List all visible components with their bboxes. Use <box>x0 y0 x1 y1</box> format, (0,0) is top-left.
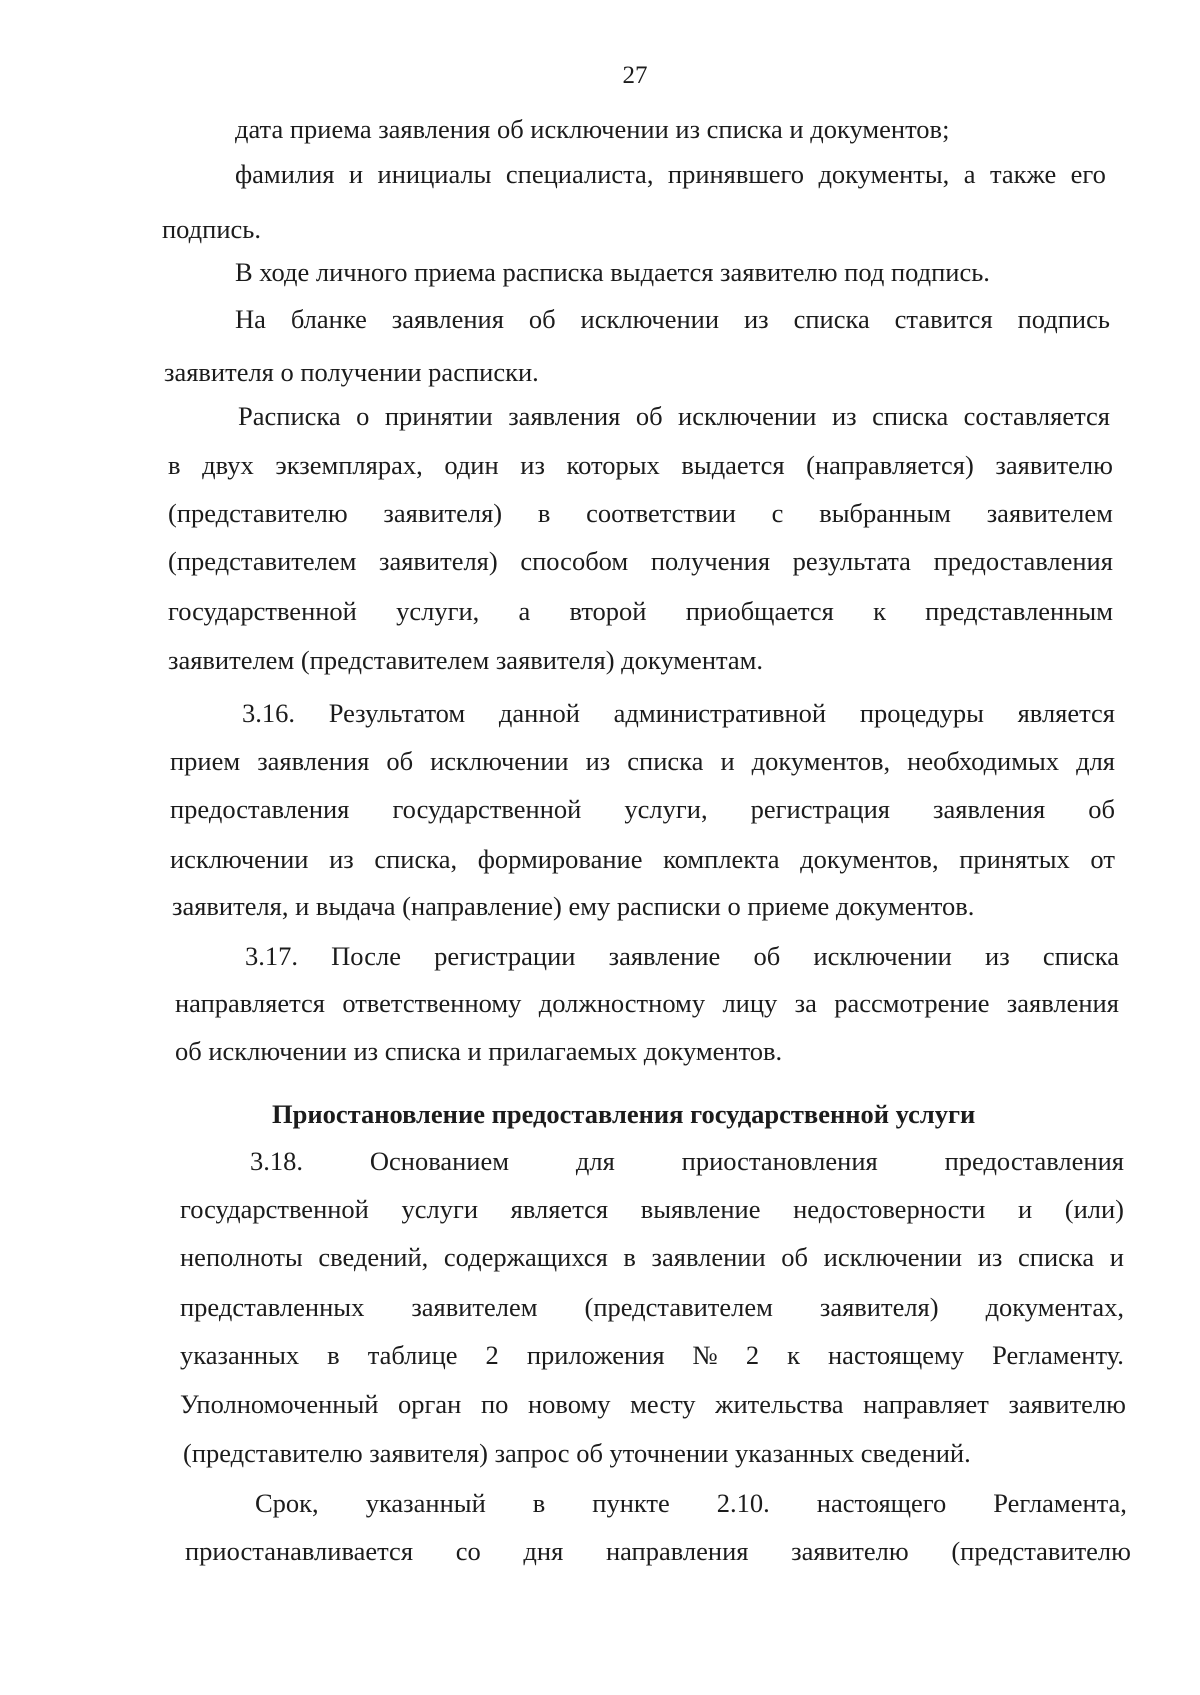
word: двух <box>202 450 254 480</box>
word: приложения <box>526 1340 665 1370</box>
word: представленных <box>180 1292 365 1322</box>
word: исключении <box>580 304 720 334</box>
text-line <box>255 1487 1127 1519</box>
word: к <box>787 1340 800 1370</box>
word: 3.16. <box>242 698 295 728</box>
word: получения <box>650 546 771 576</box>
word: в <box>623 1242 636 1272</box>
word: регистрация <box>750 794 890 824</box>
word: документах, <box>985 1292 1124 1322</box>
word: (или) <box>1064 1194 1124 1224</box>
word: об <box>528 304 556 334</box>
text-line <box>170 793 1115 825</box>
word: списка <box>627 746 704 776</box>
text-line: подпись. <box>162 214 261 244</box>
word: (представителем <box>168 546 357 576</box>
word: из <box>520 450 545 480</box>
word: списка <box>793 304 870 334</box>
word: выдается <box>681 450 785 480</box>
word: и <box>1017 1194 1033 1224</box>
text-line <box>180 1339 1124 1371</box>
page-number: 27 <box>622 62 648 89</box>
text-line <box>235 303 1110 335</box>
word: исключении <box>170 844 309 874</box>
word: направляется <box>175 988 325 1018</box>
word: заявителю <box>791 1536 909 1566</box>
word: заявление <box>608 941 721 971</box>
word: заявления <box>508 401 621 431</box>
text-line <box>180 1241 1124 1273</box>
text-line <box>168 449 1113 481</box>
text-line: заявителя о получении расписки. <box>164 357 539 387</box>
word: необходимых <box>907 746 1060 776</box>
word: 3.18. <box>250 1146 303 1176</box>
word: принятии <box>384 401 493 431</box>
word: документов, <box>751 746 891 776</box>
word: (представителю <box>951 1536 1131 1566</box>
word: выбранным <box>819 498 951 528</box>
word: 2.10. <box>716 1488 770 1518</box>
word: бланке <box>290 304 367 334</box>
word: за <box>794 988 817 1018</box>
word: выявление <box>640 1194 761 1224</box>
word: представленным <box>925 596 1113 626</box>
word: и <box>1109 1242 1124 1272</box>
word: таблице <box>367 1340 458 1370</box>
word: предоставления <box>933 546 1113 576</box>
word: пункте <box>592 1488 670 1518</box>
word: заявлении <box>651 1242 766 1272</box>
word: заявителем <box>411 1292 538 1322</box>
word: фамилия <box>235 159 335 189</box>
word: является <box>510 1194 609 1224</box>
word: ставится <box>894 304 993 334</box>
word: сведений, <box>318 1242 429 1272</box>
word: из <box>985 941 1010 971</box>
word: направления <box>605 1536 749 1566</box>
word: об <box>1088 794 1115 824</box>
word: его <box>1070 159 1106 189</box>
word: Уполномоченный <box>180 1389 379 1419</box>
word: новому <box>528 1389 611 1419</box>
word: государственной <box>168 596 357 626</box>
word: принятых <box>959 844 1070 874</box>
word: исключении <box>678 401 817 431</box>
text-line <box>250 1145 1124 1177</box>
text-line <box>180 1193 1124 1225</box>
word: исключении <box>813 941 952 971</box>
word: которых <box>566 450 660 480</box>
word: заявителя) <box>383 498 503 528</box>
text-line: дата приема заявления об исключении из списка и документов; <box>235 114 950 144</box>
word: результата <box>792 546 911 576</box>
word: заявления <box>933 794 1046 824</box>
text-line <box>175 987 1119 1019</box>
word: услуги, <box>624 794 708 824</box>
word: и <box>720 746 735 776</box>
word: в <box>532 1488 546 1518</box>
word: формирование <box>477 844 643 874</box>
text-line <box>168 545 1113 577</box>
word: Расписка <box>238 401 341 431</box>
word: месту <box>630 1389 696 1419</box>
word: заявления <box>1006 988 1119 1018</box>
text-line: В ходе личного приема расписка выдается заявителю под подпись. <box>235 257 990 287</box>
word: услуги <box>401 1194 479 1224</box>
word: для <box>575 1146 615 1176</box>
word: документов, <box>800 844 939 874</box>
word: указанный <box>365 1488 486 1518</box>
word: ответственному <box>342 988 522 1018</box>
word: об <box>635 401 663 431</box>
word: настоящему <box>828 1340 965 1370</box>
word: списка <box>872 401 949 431</box>
word: является <box>1017 698 1115 728</box>
word: приобщается <box>685 596 834 626</box>
word: принявшего <box>667 159 805 189</box>
word: Регламенту. <box>992 1340 1124 1370</box>
word: из <box>585 746 611 776</box>
word: из <box>831 401 857 431</box>
word: (представителем <box>584 1292 773 1322</box>
word: об <box>781 1242 809 1272</box>
word: регистрации <box>434 941 576 971</box>
word: заявления <box>391 304 504 334</box>
text-line <box>238 400 1110 432</box>
word: данной <box>498 698 580 728</box>
word: После <box>331 941 401 971</box>
word: № <box>692 1340 718 1370</box>
word: об <box>753 941 781 971</box>
word: настоящего <box>816 1488 947 1518</box>
text-line <box>245 940 1119 972</box>
word: прием <box>170 746 241 776</box>
word: Регламента, <box>993 1488 1127 1518</box>
text-line <box>170 843 1115 875</box>
word: предоставления <box>170 794 350 824</box>
word: дня <box>523 1536 564 1566</box>
word: подпись <box>1017 304 1110 334</box>
word: списка <box>1042 941 1119 971</box>
word: указанных <box>180 1340 300 1370</box>
word: заявителя) <box>379 546 498 576</box>
word: направляет <box>863 1389 989 1419</box>
word: орган <box>398 1389 462 1419</box>
word: лицу <box>722 988 778 1018</box>
word: способом <box>520 546 629 576</box>
word: экземплярах, <box>275 450 423 480</box>
word: 3.17. <box>245 941 298 971</box>
word: для <box>1076 746 1115 776</box>
word: исключении <box>823 1242 963 1272</box>
text-line <box>235 158 1106 190</box>
text-line: (представителю заявителя) запрос об уточнении указанных сведений. <box>183 1438 971 1468</box>
text-line <box>168 497 1113 529</box>
word: предоставления <box>944 1146 1124 1176</box>
word: административной <box>613 698 827 728</box>
word: также <box>989 159 1057 189</box>
word: инициалы <box>377 159 492 189</box>
text-line: заявителя, и выдача (направление) ему расписки о приеме документов. <box>172 891 975 921</box>
word: приостанавливается <box>185 1536 414 1566</box>
word: а <box>963 159 976 189</box>
word: один <box>444 450 499 480</box>
text-line <box>168 595 1113 627</box>
word: с <box>771 498 784 528</box>
word: заявителю <box>995 450 1113 480</box>
text-line <box>180 1291 1124 1323</box>
word: списка, <box>374 844 458 874</box>
word: об <box>386 746 414 776</box>
word: жительства <box>715 1389 844 1419</box>
word: комплекта <box>663 844 780 874</box>
word: второй <box>569 596 647 626</box>
word: к <box>873 596 886 626</box>
word: в <box>327 1340 340 1370</box>
word: (направляется) <box>806 450 974 480</box>
word: заявителю <box>1008 1389 1126 1419</box>
word: документы, <box>818 159 950 189</box>
word: списка <box>1018 1242 1095 1272</box>
section-heading: Приостановление предоставления государственной услуги <box>272 1099 976 1129</box>
word: государственной <box>180 1194 369 1224</box>
word: заявителя) <box>819 1292 939 1322</box>
word: Основанием <box>369 1146 510 1176</box>
word: из <box>977 1242 1003 1272</box>
word: заявления <box>257 746 370 776</box>
word: На <box>235 304 266 334</box>
word: исключении <box>430 746 569 776</box>
word: со <box>455 1536 481 1566</box>
word: специалиста, <box>505 159 654 189</box>
word: услуги, <box>396 596 480 626</box>
word: о <box>356 401 370 431</box>
text-line <box>180 1388 1126 1420</box>
text-line <box>185 1535 1131 1567</box>
word: и <box>348 159 364 189</box>
text-line <box>242 697 1115 729</box>
word: процедуры <box>859 698 984 728</box>
word: Срок, <box>255 1488 319 1518</box>
word: рассмотрение <box>834 988 990 1018</box>
word: неполноты <box>180 1242 303 1272</box>
word: содержащихся <box>443 1242 608 1272</box>
text-line <box>170 745 1115 777</box>
word: а <box>518 596 531 626</box>
word: Результатом <box>328 698 466 728</box>
word: соответствии <box>586 498 736 528</box>
word: в <box>168 450 181 480</box>
word: недостоверности <box>793 1194 986 1224</box>
text-line: об исключении из списка и прилагаемых документов. <box>175 1036 783 1066</box>
word: от <box>1090 844 1115 874</box>
word: 2 <box>485 1340 499 1370</box>
word: приостановления <box>681 1146 878 1176</box>
word: (представителю <box>168 498 348 528</box>
word: в <box>537 498 551 528</box>
word: из <box>329 844 354 874</box>
word: из <box>743 304 769 334</box>
word: государственной <box>392 794 582 824</box>
word: составляется <box>963 401 1110 431</box>
word: должностному <box>538 988 706 1018</box>
word: заявителем <box>986 498 1113 528</box>
text-line: заявителем (представителем заявителя) документам. <box>168 645 764 675</box>
word: по <box>480 1389 509 1419</box>
word: 2 <box>745 1340 760 1370</box>
